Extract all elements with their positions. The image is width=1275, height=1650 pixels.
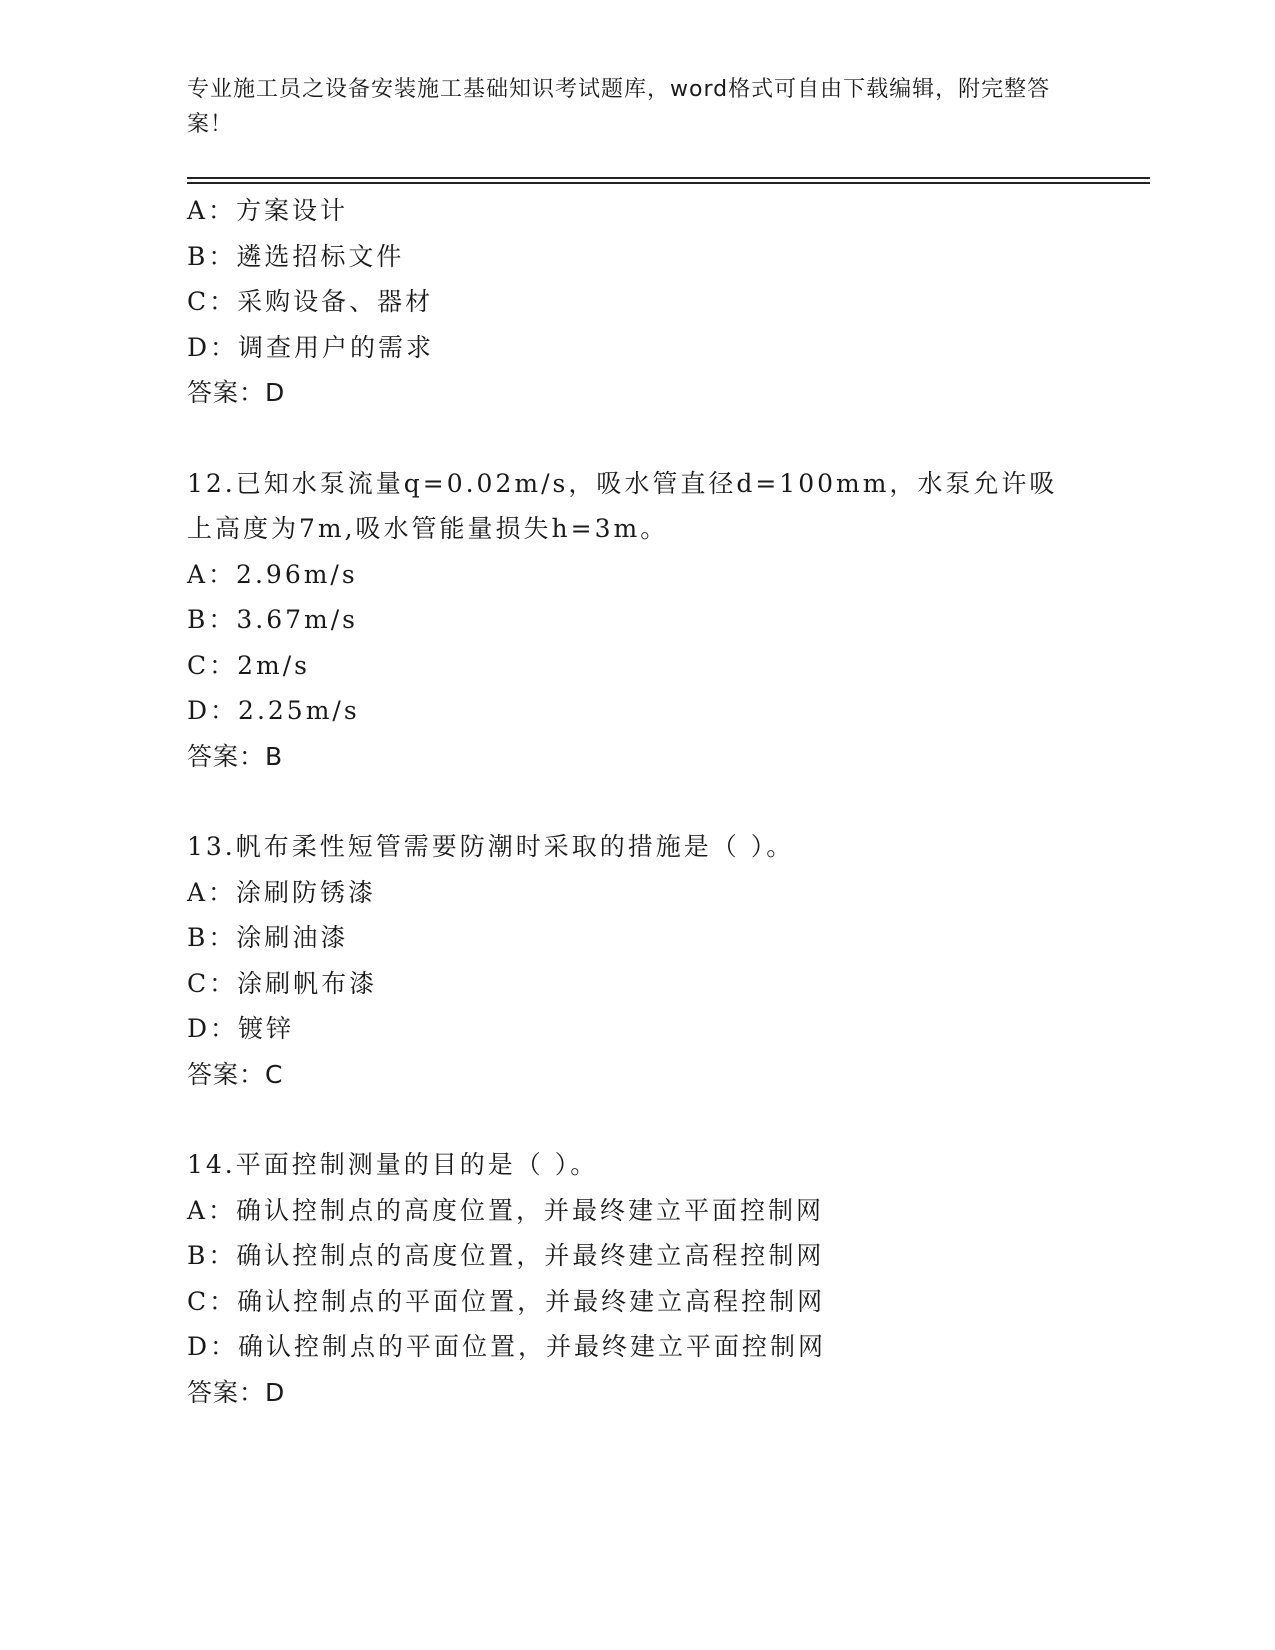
- option-b: B：遴选招标文件: [187, 241, 405, 271]
- header-divider-top: [187, 177, 1150, 179]
- document-header: 专业施工员之设备安装施工基础知识考试题库，word格式可自由下载编辑，附完整答案！: [187, 77, 1051, 137]
- option-b: B：确认控制点的高度位置，并最终建立高程控制网: [187, 1241, 825, 1270]
- question-12: [187, 461, 1087, 780]
- option-a: A：确认控制点的高度位置，并最终建立平面控制网: [187, 1195, 825, 1225]
- question-stem: 13.帆布柔性短管需要防潮时采取的措施是（ ）。: [187, 832, 795, 861]
- option-d: D：调查用户的需求: [187, 332, 435, 362]
- option-d: D：2.25m/s: [187, 696, 360, 725]
- option-a: A：方案设计: [187, 196, 349, 225]
- answer-label: 答案：D: [187, 1377, 286, 1407]
- answer-label: 答案：B: [187, 741, 284, 771]
- question-14: [187, 1142, 1087, 1415]
- question-11: [187, 188, 1087, 416]
- option-a: A：2.96m/s: [187, 559, 358, 589]
- header-divider-bottom: [187, 182, 1150, 184]
- answer-label: 答案：D: [187, 378, 286, 407]
- option-b: B：3.67m/s: [187, 605, 358, 634]
- option-d: D：镀锌: [187, 1014, 295, 1043]
- option-c: C：采购设备、器材: [187, 287, 434, 316]
- question-list: [187, 188, 1087, 1415]
- option-b: B：涂刷油漆: [187, 923, 349, 952]
- option-a: A：涂刷防锈漆: [187, 877, 377, 907]
- option-c: C：涂刷帆布漆: [187, 968, 378, 998]
- question-stem: 14.平面控制测量的目的是（ ）。: [187, 1150, 599, 1179]
- option-c: C：确认控制点的平面位置，并最终建立高程控制网: [187, 1286, 826, 1316]
- question-stem: 12.已知水泵流量q=0.02m/s，吸水管直径d=100mm，水泵允许吸上高度为7m,吸水管能量损失h=3m。: [187, 468, 1058, 543]
- answer-label: 答案：C: [187, 1059, 284, 1089]
- option-d: D：确认控制点的平面位置，并最终建立平面控制网: [187, 1332, 827, 1361]
- option-c: C：2m/s: [187, 650, 310, 680]
- question-13: [187, 824, 1087, 1097]
